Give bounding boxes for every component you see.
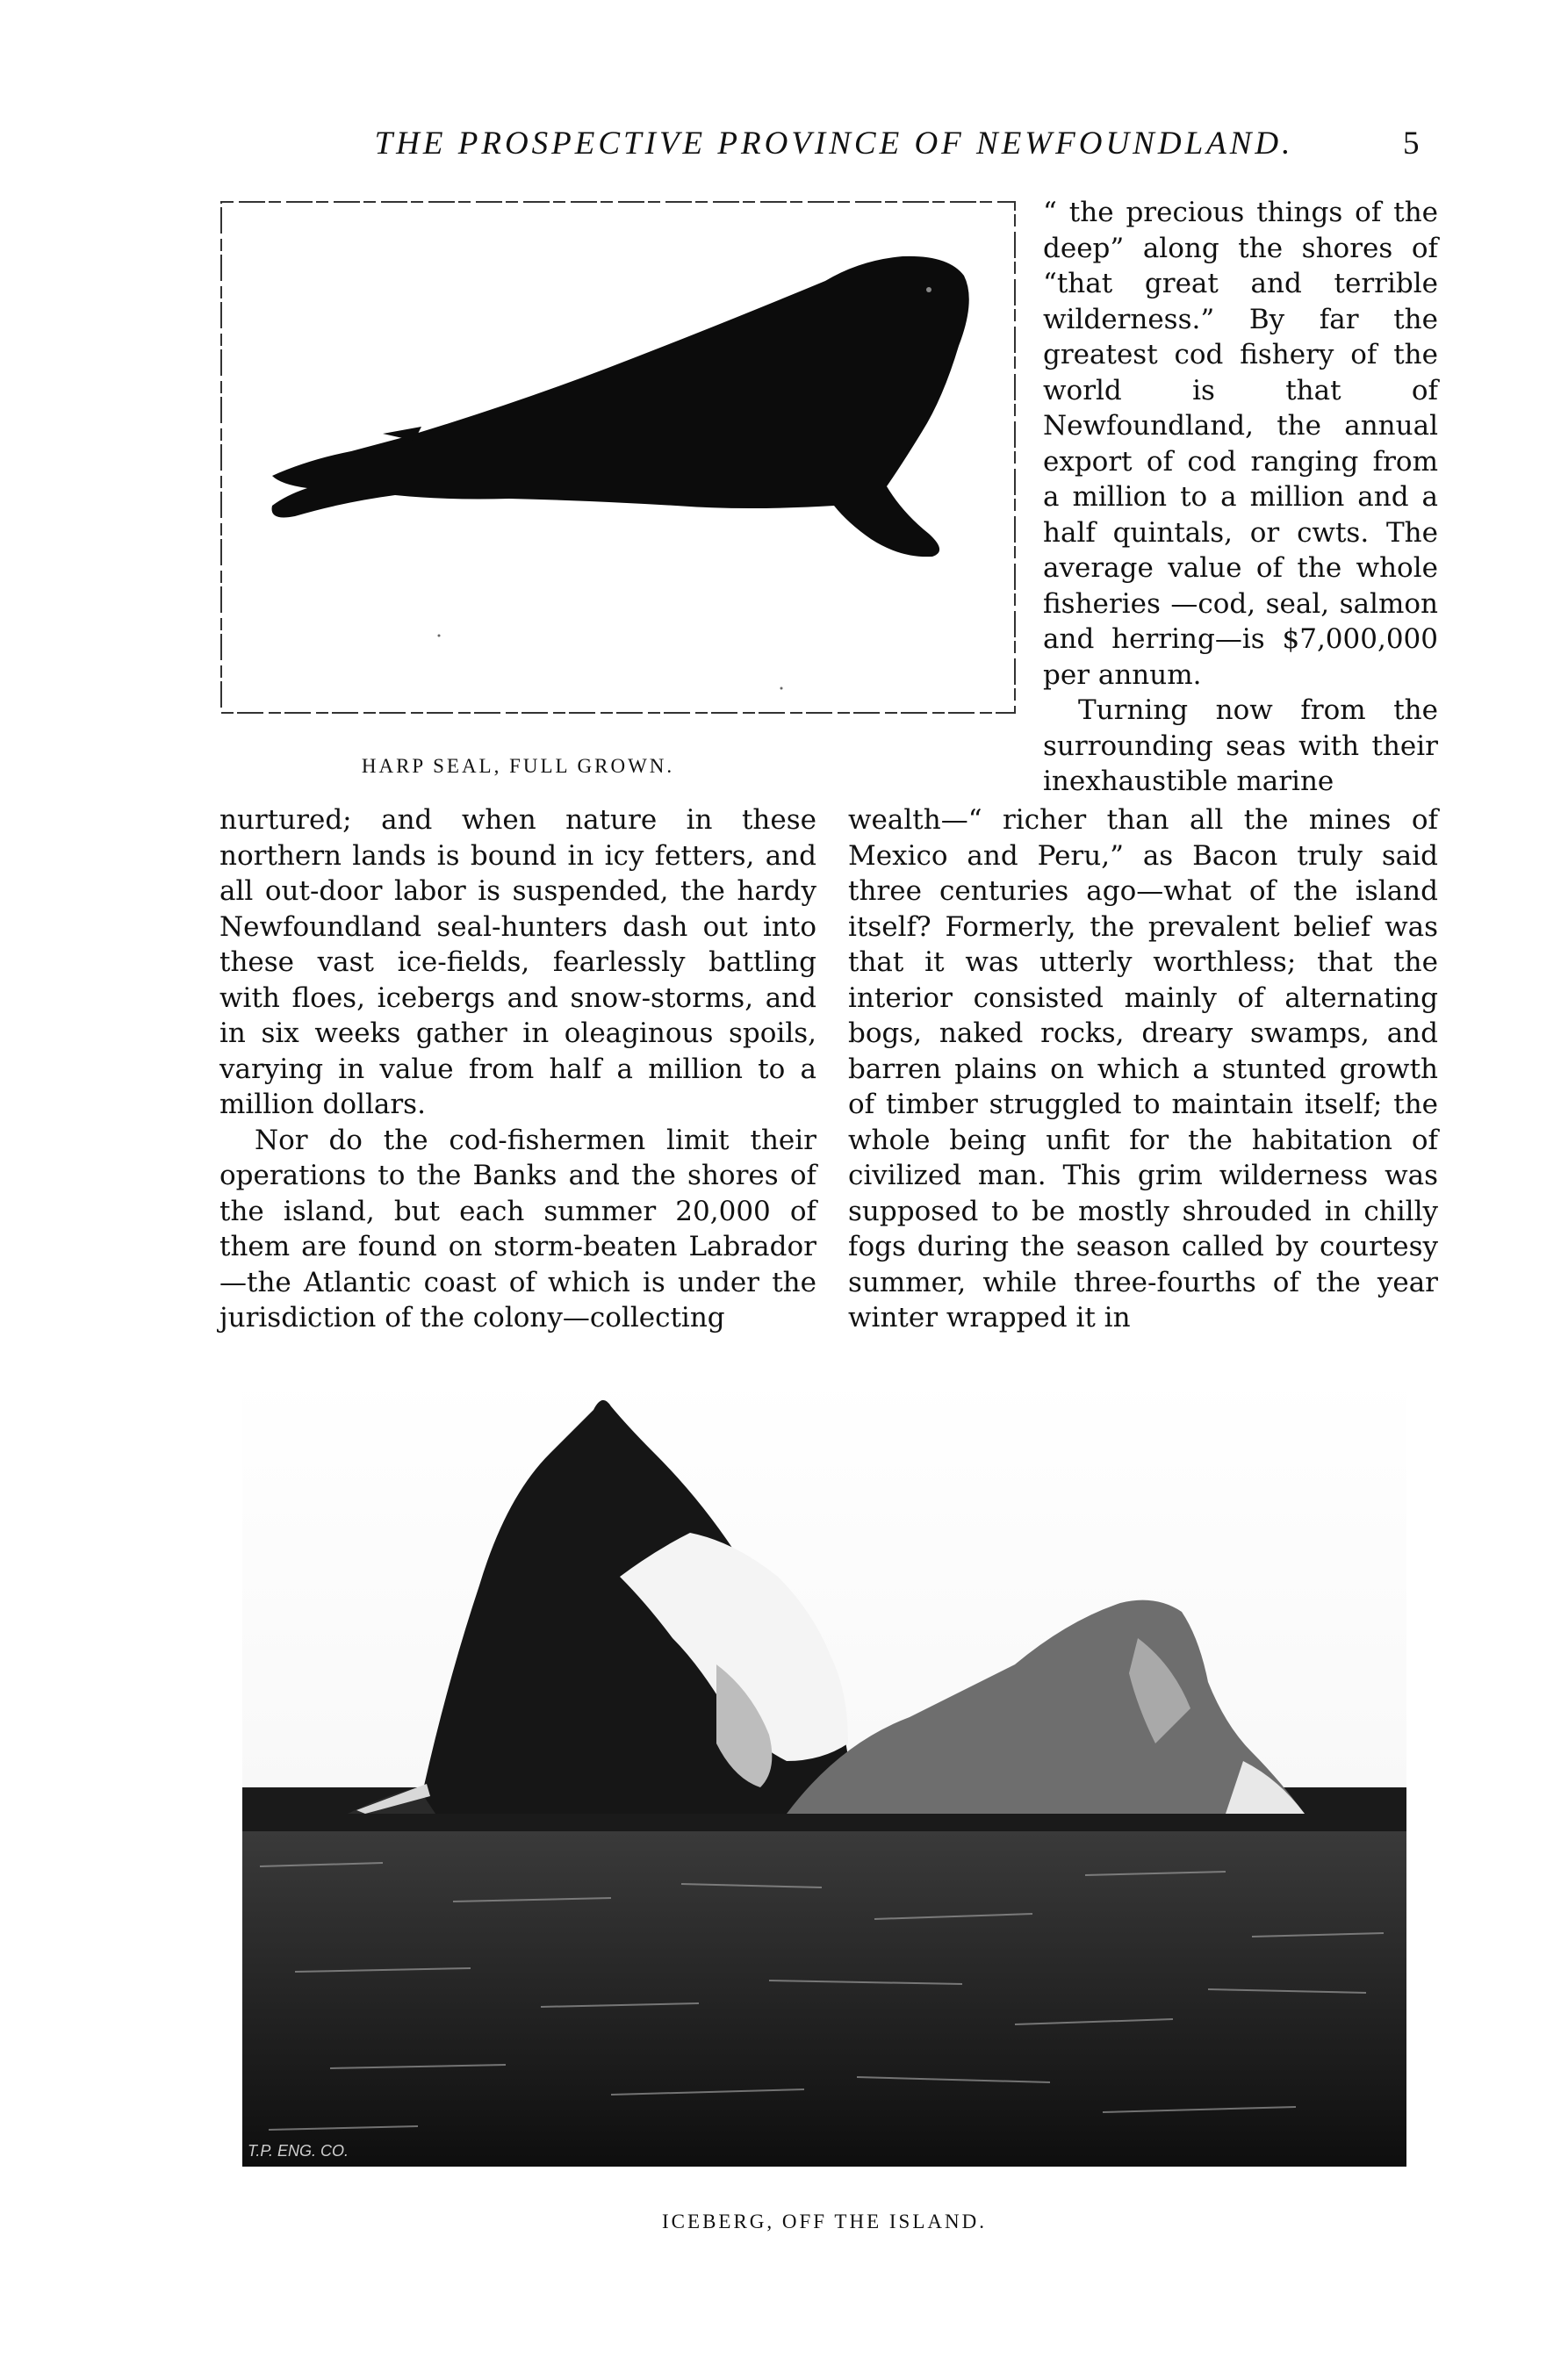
running-title: THE PROSPECTIVE PROVINCE OF NEWFOUNDLAND. bbox=[374, 126, 1294, 162]
harp-seal-image bbox=[219, 197, 1017, 715]
iceberg-photograph bbox=[242, 1375, 1406, 2167]
right-column-top bbox=[1043, 195, 1438, 800]
engraver-mark: T.P. ENG. CO. bbox=[248, 2142, 349, 2160]
iceberg-caption: ICEBERG, OFF THE ISLAND. bbox=[662, 2211, 987, 2232]
iceberg-image bbox=[242, 1375, 1406, 2167]
seal-silhouette bbox=[272, 256, 969, 557]
seal-caption: HARP SEAL, FULL GROWN. bbox=[361, 755, 675, 777]
paragraph-fisheries: “ the precious things of the deep” along the shores of “that great and terrible wilderness.” By far the greatest cod fishery of the world is that of Newfoundland, the annual export of cod ranging from a million to a million and a half quintals, or cwts. The average value of the whole fisheries —cod, seal, salmon and herring—is $7,000,000 per annum. bbox=[1043, 197, 1438, 691]
harp-seal-illustration bbox=[219, 197, 1017, 715]
paragraph-turning: Turning now from the surrounding seas with their inexhaustible marine bbox=[1043, 694, 1438, 797]
left-column bbox=[219, 802, 816, 1336]
page-number: 5 bbox=[1403, 126, 1420, 162]
paragraph-cod-fishermen: Nor do the cod-fishermen limit their operations to the Banks and the shores of the island, but each summer 20,000 of them are found on storm-beaten Labrador—the Atlantic coast of which is under the jurisdiction of the colony—collecting bbox=[219, 1124, 816, 1334]
right-column bbox=[848, 802, 1438, 1336]
paragraph-seal-hunters: nurtured; and when nature in these northern lands is bound in icy fetters, and all out-door labor is suspended, the hardy Newfoundland seal-hunters dash out into these vast ice-fields, fearlessly battling with floes, icebergs and snow-storms, and in six weeks gather in oleaginous spoils, varying in value from half a million to a million dollars. bbox=[219, 804, 816, 1120]
paragraph-island: wealth—“ richer than all the mines of Mexico and Peru,” as Bacon truly said three centuries ago—what of the island itself? Formerly, the prevalent belief was that it was utterly worthless; that the interior consisted mainly of alternating bogs, naked rocks, dreary swamps, and barren plains on which a stunted growth of timber struggled to maintain itself; the whole being unfit for the habitation of civilized man. This grim wilderness was supposed to be mostly shrouded in chilly fogs during the season called by courtesy summer, while three-fourths of the year winter wrapped it in bbox=[848, 804, 1438, 1334]
